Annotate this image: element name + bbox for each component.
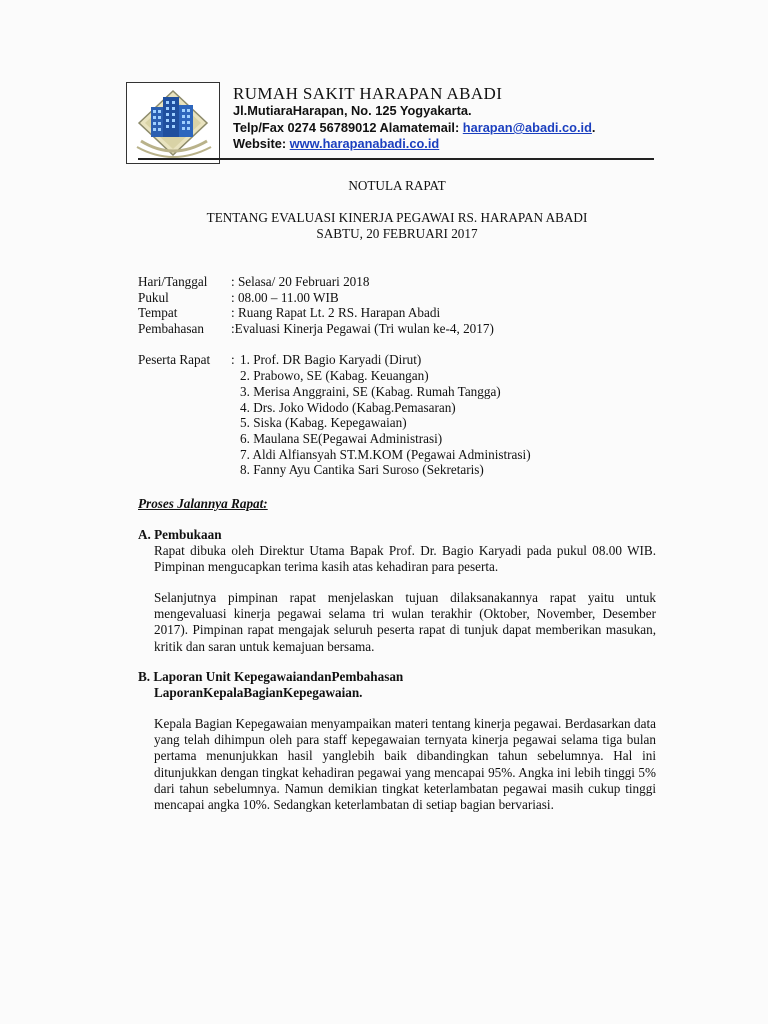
- participant-item: 8. Fanny Ayu Cantika Sari Suroso (Sekretaris): [240, 462, 484, 477]
- email-link[interactable]: harapan@abadi.co.id: [462, 120, 592, 135]
- participant-item: 3. Merisa Anggraini, SE (Kabag. Rumah Tangga): [240, 384, 501, 399]
- participant-item: 5. Siska (Kabag. Kepegawaian): [240, 415, 407, 430]
- section-a-paragraph-1: Rapat dibuka oleh Direktur Utama Bapak Prof. Dr. Bagio Karyadi pada pukul 08.00 WIB. Pimpinan mengucapkan terima kasih atas kehadiran para peserta.: [154, 543, 656, 575]
- document-date: SABTU, 20 FEBRUARI 2017: [316, 226, 478, 241]
- participant-item: 1. Prof. DR Bagio Karyadi (Dirut): [240, 352, 422, 367]
- process-heading-text: Proses Jalannya Rapat:: [138, 496, 268, 511]
- detail-label: Pukul: [138, 290, 169, 305]
- hospital-logo: [126, 82, 220, 164]
- participant-item: 2. Prabowo, SE (Kabag. Keuangan): [240, 368, 429, 383]
- contact-suffix: .: [591, 120, 596, 135]
- section-b-heading-line-2: LaporanKepalaBagianKepegawaian.: [154, 685, 363, 700]
- participant-item: 7. Aldi Alfiansyah ST.M.KOM (Pegawai Administrasi): [240, 447, 531, 462]
- contact-prefix: Telp/Fax 0274 56789012 Alamatemail:: [233, 120, 463, 135]
- document-title: NOTULA RAPAT: [348, 178, 446, 193]
- detail-value: :Evaluasi Kinerja Pegawai (Tri wulan ke-4, 2017): [231, 321, 494, 336]
- letterhead-divider: [138, 158, 654, 160]
- section-b-heading-line-1: B. Laporan Unit KepegawaiandanPembahasan: [138, 669, 404, 684]
- participants-label: Peserta Rapat: [138, 352, 211, 367]
- participant-item: 4. Drs. Joko Widodo (Kabag.Pemasaran): [240, 400, 456, 415]
- hospital-address: Jl.MutiaraHarapan, No. 125 Yogyakarta.: [233, 103, 472, 118]
- document-subtitle: TENTANG EVALUASI KINERJA PEGAWAI RS. HARAPAN ABADI: [206, 210, 588, 225]
- section-b-paragraph-1: Kepala Bagian Kepegawaian menyampaikan materi tentang kinerja pegawai. Berdasarkan data yang telah dihimpun oleh para staff kepegawaian ternyata kinerja pegawai selama tiga bulan pertama menunjukkan hasil yanglebih baik dibandingkan tahun sebelumnya. Hal ini ditunjukkan dengan tingkat kehadiran pegawai yang mencapai 95%. Angka ini lebih tinggi 5% dari tahun sebelumnya. Namun demikian tingkat keterlambatan pegawai masih cukup tinggi mencapai angka 10%. Sedangkan keterlambatan di setiap bagian bervariasi.: [154, 716, 656, 813]
- section-a-paragraph-2: Selanjutnya pimpinan rapat menjelaskan tujuan dilaksanakannya rapat yaitu untuk mengevaluasi kinerja pegawai selama tri wulan terakhir (Oktober, November, Desember 2017). Pimpinan rapat mengajak seluruh peserta rapat di tunjuk dapat memberikan masukan, kritik dan saran untuk kemajuan bersama.: [154, 590, 656, 654]
- detail-label: Tempat: [138, 305, 178, 320]
- detail-value: : Ruang Rapat Lt. 2 RS. Harapan Abadi: [231, 305, 441, 320]
- building-icon: [127, 83, 219, 163]
- participants-colon: :: [231, 352, 235, 367]
- website-label: Website:: [233, 136, 290, 151]
- website-link[interactable]: www.harapanabadi.co.id: [289, 136, 440, 151]
- participant-item: 6. Maulana SE(Pegawai Administrasi): [240, 431, 443, 446]
- section-b-heading: [138, 669, 403, 685]
- section-b-subheading: [154, 685, 362, 701]
- detail-value: : 08.00 – 11.00 WIB: [231, 290, 339, 305]
- process-heading: [138, 496, 268, 512]
- hospital-contact: [233, 120, 595, 135]
- hospital-website: [233, 136, 439, 151]
- section-a-heading: [138, 527, 222, 543]
- hospital-name: RUMAH SAKIT HARAPAN ABADI: [233, 84, 503, 103]
- detail-label: Pembahasan: [138, 321, 204, 336]
- detail-value: : Selasa/ 20 Februari 2018: [231, 274, 370, 289]
- detail-label: Hari/Tanggal: [138, 274, 208, 289]
- section-a-heading-text: A. Pembukaan: [138, 527, 222, 542]
